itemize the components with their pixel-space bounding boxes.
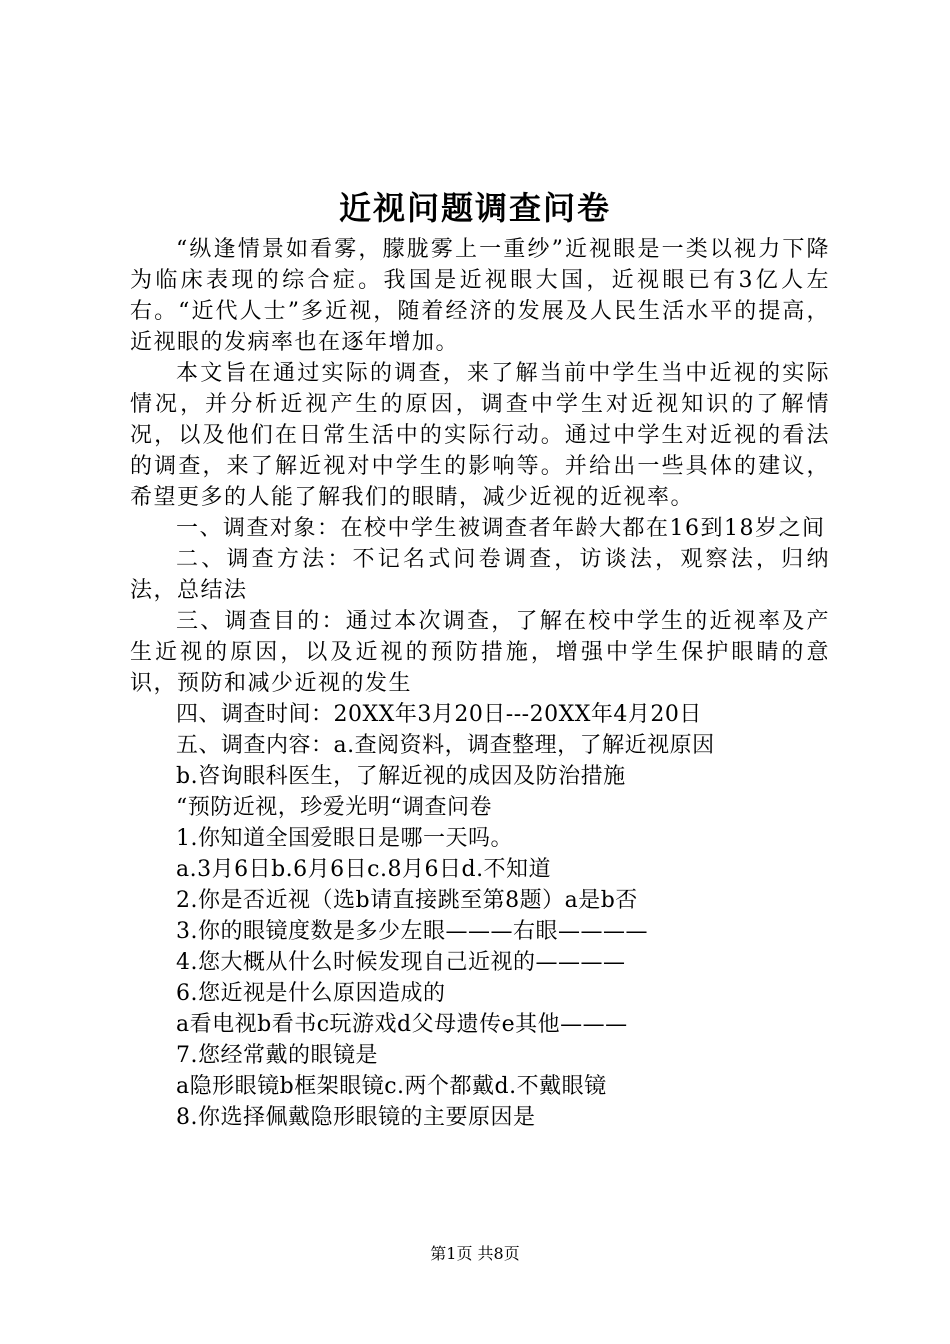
survey-subjects-paragraph: 一、调查对象：在校中学生被调查者年龄大都在16到18岁之间: [176, 516, 826, 541]
purpose-paragraph: 本文旨在通过实际的调查，来了解当前中学生当中近视的实际情况，并分析近视产生的原因，调查中学生对近视知识的了解情况，以及他们在日常生活中的实际行动。通过中学生对近视的看法的调查，来了解近视对中学生的影响等。并给出一些具体的建议，希望更多的人能了解我们的眼睛，减少近视的近视率。: [130, 361, 830, 510]
page-footer: 第1页 共8页: [430, 1244, 520, 1263]
question-4: 4.您大概从什么时候发现自己近视的————: [176, 950, 626, 975]
question-1: 1.你知道全国爱眼日是哪一天吗。: [176, 826, 513, 851]
survey-goals-paragraph: 三、调查目的：通过本次调查，了解在校中学生的近视率及产生近视的原因，以及近视的预防措施，增强中学生保护眼睛的意识，预防和减少近视的发生: [130, 609, 830, 696]
survey-methods-paragraph: 二、调查方法：不记名式问卷调查，访谈法，观察法，归纳法，总结法: [130, 547, 830, 603]
document-body: [130, 234, 830, 1133]
document-title: 近视问题调查问卷: [338, 189, 611, 227]
survey-content-line: 五、调查内容：a.查阅资料，调查整理，了解近视原因: [176, 733, 715, 758]
question-1-options: a.3月6日b.6月6日c.8月6日d.不知道: [176, 857, 552, 882]
question-8: 8.你选择佩戴隐形眼镜的主要原因是: [176, 1105, 536, 1130]
question-6-options: a看电视b看书c玩游戏d父母遗传e其他———: [176, 1012, 628, 1037]
question-7-options: a隐形眼镜b框架眼镜c.两个都戴d.不戴眼镜: [176, 1074, 607, 1099]
survey-content-line-b: b.咨询眼科医生，了解近视的成因及防治措施: [176, 764, 626, 789]
question-7: 7.您经常戴的眼镜是: [176, 1043, 378, 1068]
question-3: 3.你的眼镜度数是多少左眼———右眼————: [176, 919, 648, 944]
question-6: 6.您近视是什么原因造成的: [176, 981, 446, 1006]
survey-time-line: 四、调查时间：20XX年3月20日---20XX年4月20日: [176, 702, 702, 727]
questionnaire-heading: “预防近视，珍爱光明“调查问卷: [176, 795, 492, 820]
question-2: 2.你是否近视（选b请直接跳至第8题）a是b否: [176, 888, 638, 913]
intro-paragraph: “纵逢情景如看雾，朦胧雾上一重纱”近视眼是一类以视力下降为临床表现的综合症。我国是近视眼大国，近视眼已有3亿人左右。“近代人士”多近视，随着经济的发展及人民生活水平的提高，近视眼的发病率也在逐年增加。: [130, 237, 830, 355]
